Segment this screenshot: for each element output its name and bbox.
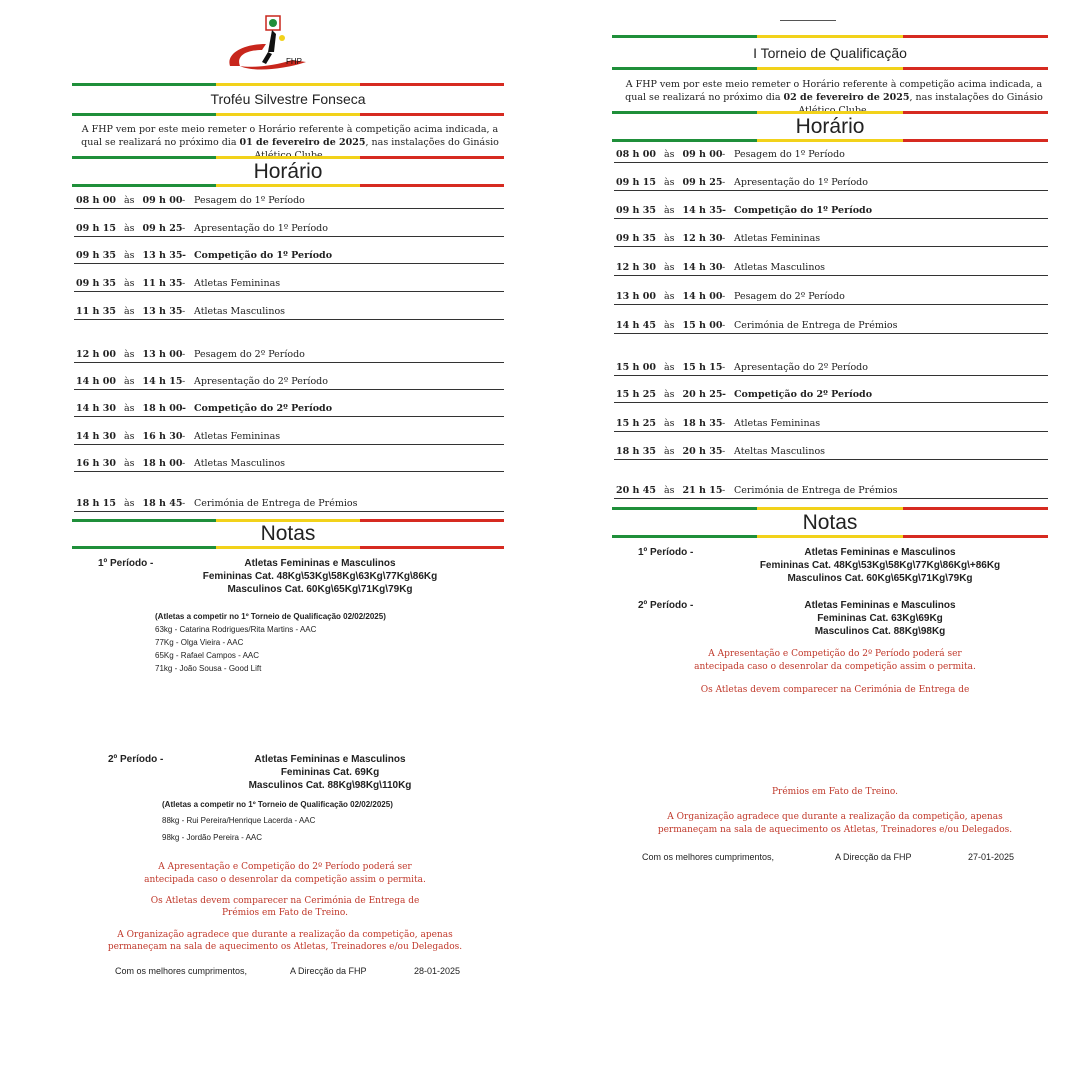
right-document — [540, 0, 1080, 1080]
time-separator: às — [663, 485, 675, 496]
schedule-row — [614, 205, 1048, 219]
schedule-time — [76, 278, 182, 289]
schedule-time — [76, 403, 182, 414]
schedule-label: Atletas Femininas — [734, 233, 821, 244]
flag-divider — [72, 184, 504, 187]
schedule-dash: - — [182, 250, 186, 261]
schedule-row — [74, 195, 504, 209]
schedule-label: Pesagem do 1º Período — [734, 149, 845, 160]
ceremony-note-line2: Prémios em Fato de Treino. — [222, 908, 348, 918]
time-to: 09 h 00 — [682, 149, 723, 160]
schedule-label: Atletas Femininas — [194, 431, 281, 442]
period-2-male-cats: Masculinos Cat. 88Kg\98Kg\110Kg — [248, 780, 412, 791]
schedule-label: Cerimónia de Entrega de Prémios — [734, 485, 898, 496]
schedule-time — [616, 418, 722, 429]
time-to: 13 h 35 — [142, 306, 183, 317]
time-to: 18 h 00 — [142, 403, 183, 414]
time-from: 09 h 35 — [616, 233, 656, 244]
time-separator: às — [123, 498, 135, 509]
sign-greeting: Com os melhores cumprimentos, — [642, 852, 775, 862]
time-from: 08 h 00 — [616, 149, 656, 160]
time-from: 20 h 45 — [616, 485, 656, 496]
ceremony-note-line1: Os Atletas devem comparecer na Cerimónia de Entrega de — [150, 896, 420, 906]
period-1-label: 1º Período - — [638, 547, 694, 558]
schedule-dash: - — [182, 223, 186, 234]
notes-title: Notas — [802, 511, 858, 534]
schedule-label: Pesagem do 2º Período — [734, 291, 845, 302]
schedule-label: Cerimónia de Entrega de Prémios — [194, 498, 358, 509]
schedule-time — [616, 205, 722, 216]
schedule-dash: - — [182, 403, 186, 414]
time-from: 14 h 30 — [76, 431, 116, 442]
time-to: 20 h 25 — [682, 389, 723, 400]
schedule-dash: - — [722, 177, 726, 188]
schedule-time — [76, 376, 182, 387]
time-to: 16 h 30 — [142, 431, 183, 442]
schedule-label: Atletas Femininas — [734, 418, 821, 429]
period-2-female-cats: Femininas Cat. 63Kg\69Kg — [817, 613, 943, 624]
period-1-label: 1º Período - — [98, 558, 154, 569]
document-title: I Torneio de Qualificação — [753, 45, 907, 61]
schedule-row — [74, 349, 504, 363]
time-separator: às — [123, 458, 135, 469]
schedule-time — [616, 262, 722, 273]
schedule-row — [74, 458, 504, 472]
time-separator: às — [123, 403, 135, 414]
ceremony-note-line2: Prémios em Fato de Treino. — [772, 787, 898, 797]
time-separator: às — [123, 306, 135, 317]
schedule-label: Competição do 2º Período — [194, 403, 333, 414]
time-from: 16 h 30 — [76, 458, 116, 469]
time-from: 08 h 00 — [76, 195, 116, 206]
warmup-note-line1: A Organização agradece que durante a realização da competição, apenas — [667, 812, 1003, 822]
schedule-dash: - — [722, 362, 726, 373]
period-1-female-cats: Femininas Cat. 48Kg\53Kg\58Kg\77Kg\86Kg\+86Kg — [759, 560, 1001, 571]
schedule-time — [76, 306, 182, 317]
schedule-dash: - — [722, 149, 726, 160]
time-separator: às — [123, 349, 135, 360]
fhp-logo — [222, 10, 314, 72]
schedule-time — [616, 485, 722, 496]
time-to: 14 h 15 — [142, 376, 183, 387]
schedule-label: Apresentação do 1º Período — [734, 177, 868, 188]
schedule-label: Pesagem do 2º Período — [194, 349, 305, 360]
time-separator: às — [663, 291, 675, 302]
time-from: 09 h 15 — [616, 177, 656, 188]
schedule-row — [614, 149, 1048, 163]
time-separator: às — [663, 262, 675, 273]
schedule-time — [616, 389, 722, 400]
schedule-dash: - — [722, 418, 726, 429]
advance-note-line2: antecipada caso o desenrolar da competição assim o permita. — [144, 875, 426, 885]
schedule-label: Competição do 1º Período — [734, 205, 873, 216]
schedule-time — [616, 177, 722, 188]
schedule-row — [74, 306, 504, 320]
qualification-entry: 63kg - Catarina Rodrigues/Rita Martins - AAC — [155, 625, 317, 634]
notes-title: Notas — [260, 522, 316, 545]
schedule-dash: - — [722, 446, 726, 457]
period-2-label: 2º Período - — [638, 600, 694, 611]
schedule-label: Ateltas Masculinos — [734, 446, 826, 457]
advance-note-line1: A Apresentação e Competição do 2º Período poderá ser — [708, 649, 962, 659]
qualification-entry: 65Kg - Rafael Campos - AAC — [155, 651, 260, 660]
time-separator: às — [663, 362, 675, 373]
time-separator: às — [663, 418, 675, 429]
schedule-label: Cerimónia de Entrega de Prémios — [734, 320, 898, 331]
time-from: 14 h 45 — [616, 320, 656, 331]
time-to: 15 h 00 — [682, 320, 723, 331]
flag-divider — [612, 35, 1048, 38]
time-separator: às — [663, 233, 675, 244]
schedule-dash: - — [722, 233, 726, 244]
time-separator: às — [663, 177, 675, 188]
period-2-qualification-title: (Atletas a competir no 1º Torneio de Qualificação 02/02/2025) — [162, 800, 393, 809]
time-from: 11 h 35 — [76, 306, 116, 317]
schedule-title: Horário — [795, 115, 865, 138]
schedule-time — [616, 362, 722, 373]
time-from: 09 h 35 — [76, 278, 116, 289]
time-from: 15 h 25 — [616, 389, 656, 400]
period-1-athletes: Atletas Femininas e Masculinos — [244, 558, 396, 569]
schedule-dash: - — [182, 278, 186, 289]
schedule-row — [74, 250, 504, 264]
warmup-note-line2: permaneçam na sala de aquecimento os Atletas, Treinadores e/ou Delegados. — [107, 942, 463, 952]
time-to: 14 h 35 — [682, 205, 723, 216]
flag-divider — [612, 535, 1048, 538]
schedule-dash: - — [182, 458, 186, 469]
time-to: 14 h 00 — [682, 291, 723, 302]
time-to: 15 h 15 — [682, 362, 723, 373]
schedule-row — [614, 262, 1048, 276]
schedule-time — [76, 195, 182, 206]
schedule-dash: - — [722, 262, 726, 273]
schedule-label: Atletas Masculinos — [734, 262, 826, 273]
time-to: 18 h 00 — [142, 458, 183, 469]
schedule-row — [614, 177, 1048, 191]
document-title: Troféu Silvestre Fonseca — [210, 91, 366, 107]
schedule-row — [74, 278, 504, 292]
time-to: 11 h 35 — [142, 278, 183, 289]
schedule-time — [616, 233, 722, 244]
time-to: 18 h 35 — [682, 418, 723, 429]
schedule-title: Horário — [253, 160, 323, 183]
schedule-label: Atletas Masculinos — [194, 306, 286, 317]
period-1-athletes: Atletas Femininas e Masculinos — [804, 547, 956, 558]
period-1-male-cats: Masculinos Cat. 60Kg\65Kg\71Kg\79Kg — [227, 584, 413, 595]
schedule-label: Competição do 2º Período — [734, 389, 873, 400]
time-to: 09 h 25 — [142, 223, 183, 234]
time-to: 14 h 30 — [682, 262, 723, 273]
qualification-entry: 71kg - João Sousa - Good Lift — [155, 664, 262, 673]
time-from: 15 h 00 — [616, 362, 656, 373]
schedule-label: Apresentação do 2º Período — [734, 362, 868, 373]
period-1-qualification-title: (Atletas a competir no 1º Torneio de Qualificação 02/02/2025) — [155, 612, 386, 621]
intro-paragraph: A FHP vem por este meio remeter o Horário referente à competição acima indicada, a qual se realizará no próximo dia 02 de fevereiro de 2025, nas instalações do Ginásio — [625, 79, 1043, 103]
time-separator: às — [123, 431, 135, 442]
schedule-dash: - — [182, 306, 186, 317]
schedule-time — [616, 149, 722, 160]
period-1-male-cats: Masculinos Cat. 60Kg\65Kg\71Kg\79Kg — [787, 573, 973, 584]
schedule-time — [76, 498, 182, 509]
time-separator: às — [663, 446, 675, 457]
top-edge-mark — [780, 20, 836, 21]
schedule-label: Pesagem do 1º Período — [194, 195, 305, 206]
competition-date: 02 de fevereiro de 2025 — [783, 92, 910, 103]
flag-divider — [72, 83, 504, 86]
schedule-label: Atletas Femininas — [194, 278, 281, 289]
period-2-label: 2º Período - — [108, 754, 164, 765]
time-from: 18 h 15 — [76, 498, 116, 509]
schedule-label: Atletas Masculinos — [194, 458, 286, 469]
flag-divider — [612, 139, 1048, 142]
time-separator: às — [123, 223, 135, 234]
period-1-female-cats: Femininas Cat. 48Kg\53Kg\58Kg\63Kg\77Kg\86Kg — [202, 571, 438, 582]
flag-divider — [612, 67, 1048, 70]
time-to: 09 h 25 — [682, 177, 723, 188]
flag-divider — [72, 156, 504, 159]
schedule-dash: - — [722, 389, 726, 400]
time-separator: às — [123, 250, 135, 261]
time-separator: às — [123, 278, 135, 289]
qualification-entry: 77Kg - Olga Vieira - AAC — [155, 638, 244, 647]
time-to: 18 h 45 — [142, 498, 183, 509]
schedule-dash: - — [722, 205, 726, 216]
time-from: 13 h 00 — [616, 291, 656, 302]
time-to: 12 h 30 — [682, 233, 723, 244]
schedule-row — [614, 418, 1048, 432]
schedule-row — [74, 431, 504, 445]
flag-divider — [72, 546, 504, 549]
schedule-row — [614, 320, 1048, 334]
time-separator: às — [663, 320, 675, 331]
time-separator: às — [663, 149, 675, 160]
schedule-label: Apresentação do 2º Período — [194, 376, 328, 387]
time-from: 14 h 00 — [76, 376, 116, 387]
time-from: 09 h 15 — [76, 223, 116, 234]
time-to: 21 h 15 — [682, 485, 723, 496]
time-from: 14 h 30 — [76, 403, 116, 414]
time-separator: às — [123, 195, 135, 206]
period-2-male-cats: Masculinos Cat. 88Kg\98Kg — [814, 626, 946, 637]
schedule-row — [614, 362, 1048, 376]
time-from: 15 h 25 — [616, 418, 656, 429]
sign-organization: A Direcção da FHP — [835, 852, 912, 862]
schedule-row — [74, 376, 504, 390]
schedule-time — [76, 223, 182, 234]
competition-date: 01 de fevereiro de 2025 — [239, 137, 366, 148]
time-to: 09 h 00 — [142, 195, 183, 206]
time-to: 13 h 00 — [142, 349, 183, 360]
sign-date: 27-01-2025 — [968, 852, 1015, 862]
schedule-time — [616, 446, 722, 457]
advance-note-line1: A Apresentação e Competição do 2º Período poderá ser — [158, 862, 412, 872]
warmup-note-line2: permaneçam na sala de aquecimento os Atletas, Treinadores e/ou Delegados. — [657, 825, 1013, 835]
schedule-label: Apresentação do 1º Período — [194, 223, 328, 234]
schedule-dash: - — [722, 291, 726, 302]
time-from: 12 h 00 — [76, 349, 116, 360]
schedule-row — [74, 498, 504, 512]
schedule-row — [74, 403, 504, 417]
schedule-dash: - — [722, 485, 726, 496]
time-from: 18 h 35 — [616, 446, 656, 457]
schedule-dash: - — [182, 431, 186, 442]
period-2-female-cats: Femininas Cat. 69Kg — [280, 767, 380, 778]
schedule-row — [74, 223, 504, 237]
fhp-logo-text: FHP — [286, 57, 302, 66]
schedule-row — [614, 389, 1048, 403]
ceremony-note-line1: Os Atletas devem comparecer na Cerimónia de Entrega de — [700, 685, 970, 695]
schedule-row — [614, 485, 1048, 499]
flag-divider — [72, 113, 504, 116]
warmup-note-line1: A Organização agradece que durante a realização da competição, apenas — [117, 930, 453, 940]
time-to: 20 h 35 — [682, 446, 723, 457]
schedule-time — [616, 291, 722, 302]
sign-organization: A Direcção da FHP — [290, 966, 367, 976]
period-2-athletes: Atletas Femininas e Masculinos — [804, 600, 956, 611]
time-from: 09 h 35 — [616, 205, 656, 216]
time-from: 12 h 30 — [616, 262, 656, 273]
schedule-time — [76, 431, 182, 442]
qualification-entry: 88kg - Rui Pereira/Henrique Lacerda - AAC — [162, 816, 316, 825]
schedule-time — [76, 349, 182, 360]
period-2-athletes: Atletas Femininas e Masculinos — [254, 754, 406, 765]
time-separator: às — [123, 376, 135, 387]
schedule-time — [76, 250, 182, 261]
schedule-row — [614, 446, 1048, 460]
schedule-label: Competição do 1º Período — [194, 250, 333, 261]
schedule-row — [614, 233, 1048, 247]
time-from: 09 h 35 — [76, 250, 116, 261]
schedule-dash: - — [182, 349, 186, 360]
sign-greeting: Com os melhores cumprimentos, — [115, 966, 248, 976]
time-to: 13 h 35 — [142, 250, 183, 261]
time-separator: às — [663, 205, 675, 216]
schedule-dash: - — [182, 195, 186, 206]
schedule-dash: - — [182, 376, 186, 387]
schedule-time — [76, 458, 182, 469]
advance-note-line2: antecipada caso o desenrolar da competição assim o permita. — [694, 662, 976, 672]
intro-paragraph: A FHP vem por este meio remeter o Horário referente à competição acima indicada, a qual se realizará no próximo dia 01 de fevereiro de 2025, nas instalações do Ginásio — [81, 124, 499, 148]
flag-divider — [612, 111, 1048, 114]
qualification-entry: 98kg - Jordão Pereira - AAC — [162, 833, 263, 842]
schedule-row — [614, 291, 1048, 305]
schedule-time — [616, 320, 722, 331]
time-separator: às — [663, 389, 675, 400]
schedule-dash: - — [182, 498, 186, 509]
schedule-dash: - — [722, 320, 726, 331]
flag-divider — [612, 507, 1048, 510]
sign-date: 28-01-2025 — [414, 966, 461, 976]
